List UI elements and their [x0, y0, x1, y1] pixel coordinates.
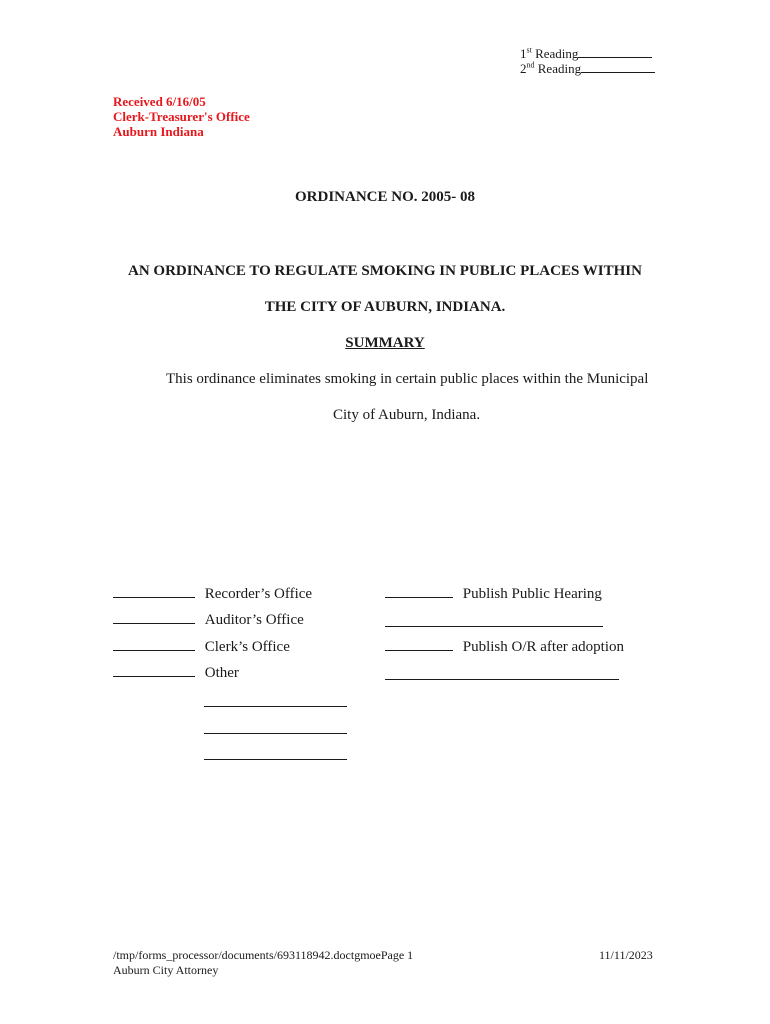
clerks-office-label: Clerk’s Office — [204, 639, 290, 655]
first-reading-line — [520, 46, 655, 61]
recorders-office-blank[interactable] — [113, 585, 195, 598]
second-reading-suffix: nd — [526, 60, 535, 70]
reading-block — [520, 46, 655, 76]
other-entry-line-2[interactable] — [204, 721, 347, 734]
adoption-entry-line[interactable] — [385, 667, 619, 680]
publish-after-adoption-blank[interactable] — [385, 638, 453, 651]
other-entry-line-1[interactable] — [204, 694, 347, 707]
publish-after-adoption-label: Publish O/R after adoption — [462, 639, 624, 655]
ordinance-number: ORDINANCE NO. 2005- 08 — [295, 189, 475, 205]
second-reading-number: 2 — [520, 61, 527, 76]
received-stamp — [113, 94, 250, 139]
publish-after-adoption-line — [385, 638, 624, 656]
second-reading-line — [520, 61, 655, 76]
publish-public-hearing-blank[interactable] — [385, 585, 453, 598]
other-line — [113, 664, 239, 682]
auditors-office-blank[interactable] — [113, 611, 195, 624]
other-label: Other — [204, 665, 239, 681]
first-reading-label: Reading — [531, 46, 579, 61]
first-reading-suffix: st — [526, 45, 532, 55]
recorders-office-line — [113, 585, 312, 603]
summary-text-line2: City of Auburn, Indiana. — [333, 407, 481, 423]
first-reading-blank[interactable] — [578, 46, 652, 58]
received-office: Clerk-Treasurer's Office — [113, 109, 250, 124]
auditors-office-line — [113, 611, 304, 629]
ordinance-title-line1: AN ORDINANCE TO REGULATE SMOKING IN PUBLIC PLACES WITHIN — [128, 263, 642, 279]
publish-public-hearing-label: Publish Public Hearing — [462, 586, 602, 602]
clerks-office-line — [113, 638, 290, 656]
summary-text-line1: This ordinance eliminates smoking in certain public places within the Municipal — [166, 371, 649, 387]
footer-file-path: /tmp/forms_processor/documents/693118942.doctgmoePage 1 — [113, 948, 414, 962]
second-reading-label: Reading — [534, 61, 582, 76]
second-reading-blank[interactable] — [581, 61, 655, 73]
footer-attorney: Auburn City Attorney — [113, 963, 219, 977]
received-location: Auburn Indiana — [113, 124, 204, 139]
recorders-office-label: Recorder’s Office — [204, 586, 313, 602]
clerks-office-blank[interactable] — [113, 638, 195, 651]
summary-heading: SUMMARY — [345, 335, 425, 351]
publish-public-hearing-line — [385, 585, 602, 603]
footer-date: 11/11/2023 — [599, 948, 653, 962]
ordinance-title-line2: THE CITY OF AUBURN, INDIANA. — [264, 299, 506, 315]
footer-left — [113, 948, 413, 978]
other-blank[interactable] — [113, 664, 195, 677]
received-date: Received 6/16/05 — [113, 94, 206, 109]
auditors-office-label: Auditor’s Office — [204, 612, 304, 628]
public-hearing-entry-line[interactable] — [385, 614, 603, 627]
first-reading-number: 1 — [520, 46, 527, 61]
other-entry-line-3[interactable] — [204, 747, 347, 760]
